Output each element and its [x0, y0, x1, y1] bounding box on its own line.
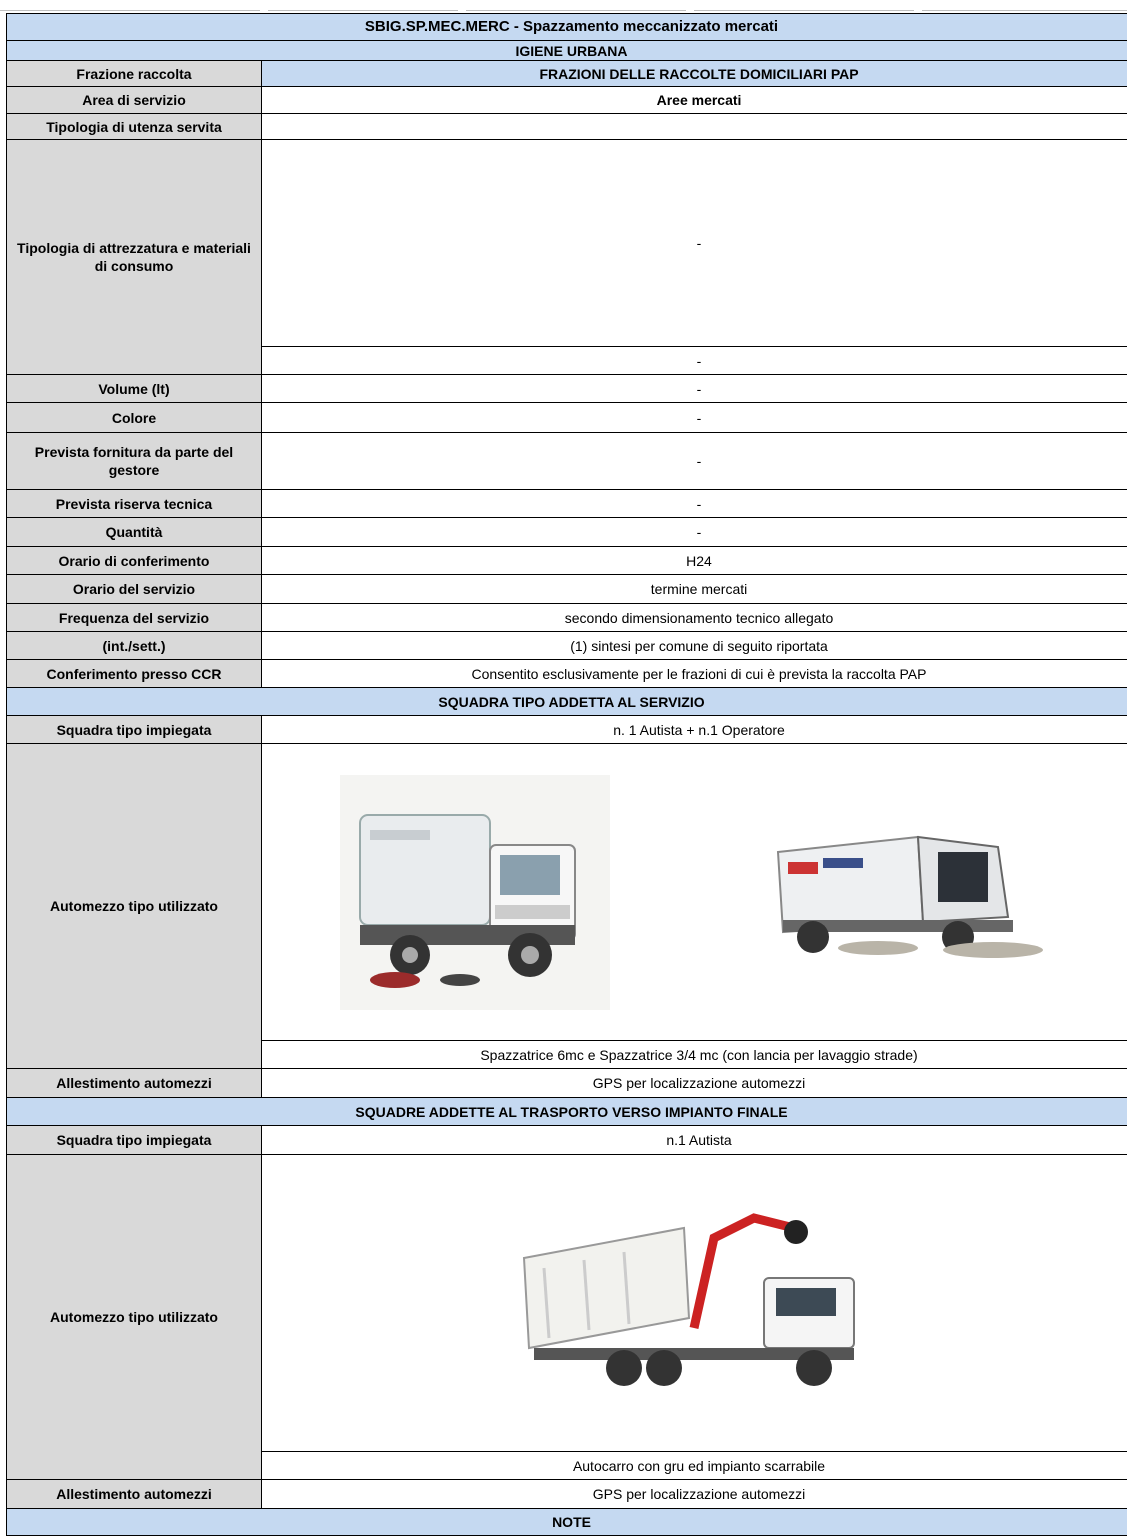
- sweeper-truck-3-4mc-image: [758, 812, 1058, 972]
- section-note: NOTE: [7, 1509, 1127, 1536]
- section-header-row: [7, 41, 1127, 61]
- row-orario-conferimento: [7, 547, 1127, 575]
- label-orario-conferimento: Orario di conferimento: [7, 547, 262, 575]
- label-orario-servizio: Orario del servizio: [7, 575, 262, 604]
- row-quantita: [7, 518, 1127, 547]
- value-ccr: Consentito esclusivamente per le frazioni di cui è prevista la raccolta PAP: [262, 660, 1127, 688]
- squadra-vehicle-images: [262, 744, 1127, 1041]
- value-squadra-team: n. 1 Autista + n.1 Operatore: [262, 716, 1127, 744]
- sweeper-truck-6mc-image: [340, 775, 610, 1010]
- value-frazione: FRAZIONI DELLE RACCOLTE DOMICILIARI PAP: [262, 61, 1127, 87]
- label-trasporto-equip: Allestimento automezzi: [7, 1480, 262, 1509]
- label-frequenza-line2: (int./sett.): [7, 632, 262, 660]
- label-trasporto-vehicle: Automezzo tipo utilizzato: [7, 1155, 262, 1480]
- label-attrezzatura: Tipologia di attrezzatura e materiali di consumo: [7, 140, 262, 375]
- section-igiene-urbana: IGIENE URBANA: [7, 41, 1127, 61]
- value-volume: -: [262, 375, 1127, 403]
- hook-lift-truck-image: [514, 1198, 884, 1408]
- label-colore: Colore: [7, 403, 262, 433]
- label-riserva: Prevista riserva tecnica: [7, 490, 262, 518]
- row-trasporto-team: [7, 1126, 1127, 1155]
- service-sheet-table: [6, 13, 1127, 1536]
- value-attrezzatura-sub: -: [262, 347, 1127, 375]
- row-trasporto-equip: [7, 1480, 1127, 1509]
- value-riserva: -: [262, 490, 1127, 518]
- value-frequenza-1: secondo dimensionamento tecnico allegato: [262, 604, 1127, 632]
- label-quantita: Quantità: [7, 518, 262, 547]
- row-squadra-equip: [7, 1069, 1127, 1098]
- row-fornitura: [7, 433, 1127, 490]
- value-quantita: -: [262, 518, 1127, 547]
- label-squadra-team: Squadra tipo impiegata: [7, 716, 262, 744]
- label-frequenza-line1: Frequenza del servizio: [7, 604, 262, 632]
- row-squadra-team: [7, 716, 1127, 744]
- row-trasporto-vehicle: [7, 1155, 1127, 1452]
- squadra-vehicle-caption: Spazzatrice 6mc e Spazzatrice 3/4 mc (con lancia per lavaggio strade): [262, 1041, 1127, 1069]
- row-frazione: [7, 61, 1127, 87]
- row-frequenza: [7, 604, 1127, 632]
- section-squadra-row: [7, 688, 1127, 716]
- top-gridline: [0, 0, 1127, 13]
- label-ccr: Conferimento presso CCR: [7, 660, 262, 688]
- value-frequenza-2: (1) sintesi per comune di seguito riportata: [262, 632, 1127, 660]
- row-squadra-vehicle: [7, 744, 1127, 1041]
- section-note-row: [7, 1509, 1127, 1536]
- value-squadra-equip: GPS per localizzazione automezzi: [262, 1069, 1127, 1098]
- row-colore: [7, 403, 1127, 433]
- row-frequenza-2: [7, 632, 1127, 660]
- value-attrezzatura: -: [262, 140, 1127, 347]
- row-orario-servizio: [7, 575, 1127, 604]
- value-area: Aree mercati: [262, 87, 1127, 114]
- value-colore: -: [262, 403, 1127, 433]
- label-area: Area di servizio: [7, 87, 262, 114]
- row-ccr: [7, 660, 1127, 688]
- value-fornitura: -: [262, 433, 1127, 490]
- trasporto-vehicle-images: [262, 1155, 1127, 1452]
- label-frazione: Frazione raccolta: [7, 61, 262, 87]
- value-orario-conferimento: H24: [262, 547, 1127, 575]
- sheet-title: SBIG.SP.MEC.MERC - Spazzamento meccanizzato mercati: [7, 14, 1127, 41]
- row-tipologia-utenza: [7, 114, 1127, 140]
- label-volume: Volume (lt): [7, 375, 262, 403]
- value-trasporto-team: n.1 Autista: [262, 1126, 1127, 1155]
- value-trasporto-equip: GPS per localizzazione automezzi: [262, 1480, 1127, 1509]
- row-attrezzatura: [7, 140, 1127, 347]
- row-area: [7, 87, 1127, 114]
- section-squadra-tipo: SQUADRA TIPO ADDETTA AL SERVIZIO: [7, 688, 1127, 716]
- row-volume: [7, 375, 1127, 403]
- label-trasporto-team: Squadra tipo impiegata: [7, 1126, 262, 1155]
- value-tipologia-utenza: [262, 114, 1127, 140]
- label-squadra-equip: Allestimento automezzi: [7, 1069, 262, 1098]
- section-trasporto: SQUADRE ADDETTE AL TRASPORTO VERSO IMPIANTO FINALE: [7, 1098, 1127, 1126]
- value-orario-servizio: termine mercati: [262, 575, 1127, 604]
- title-row: [7, 14, 1127, 41]
- label-fornitura: Prevista fornitura da parte del gestore: [7, 433, 262, 490]
- row-riserva: [7, 490, 1127, 518]
- label-tipologia-utenza: Tipologia di utenza servita: [7, 114, 262, 140]
- section-trasporto-row: [7, 1098, 1127, 1126]
- label-squadra-vehicle: Automezzo tipo utilizzato: [7, 744, 262, 1069]
- trasporto-vehicle-caption: Autocarro con gru ed impianto scarrabile: [262, 1452, 1127, 1480]
